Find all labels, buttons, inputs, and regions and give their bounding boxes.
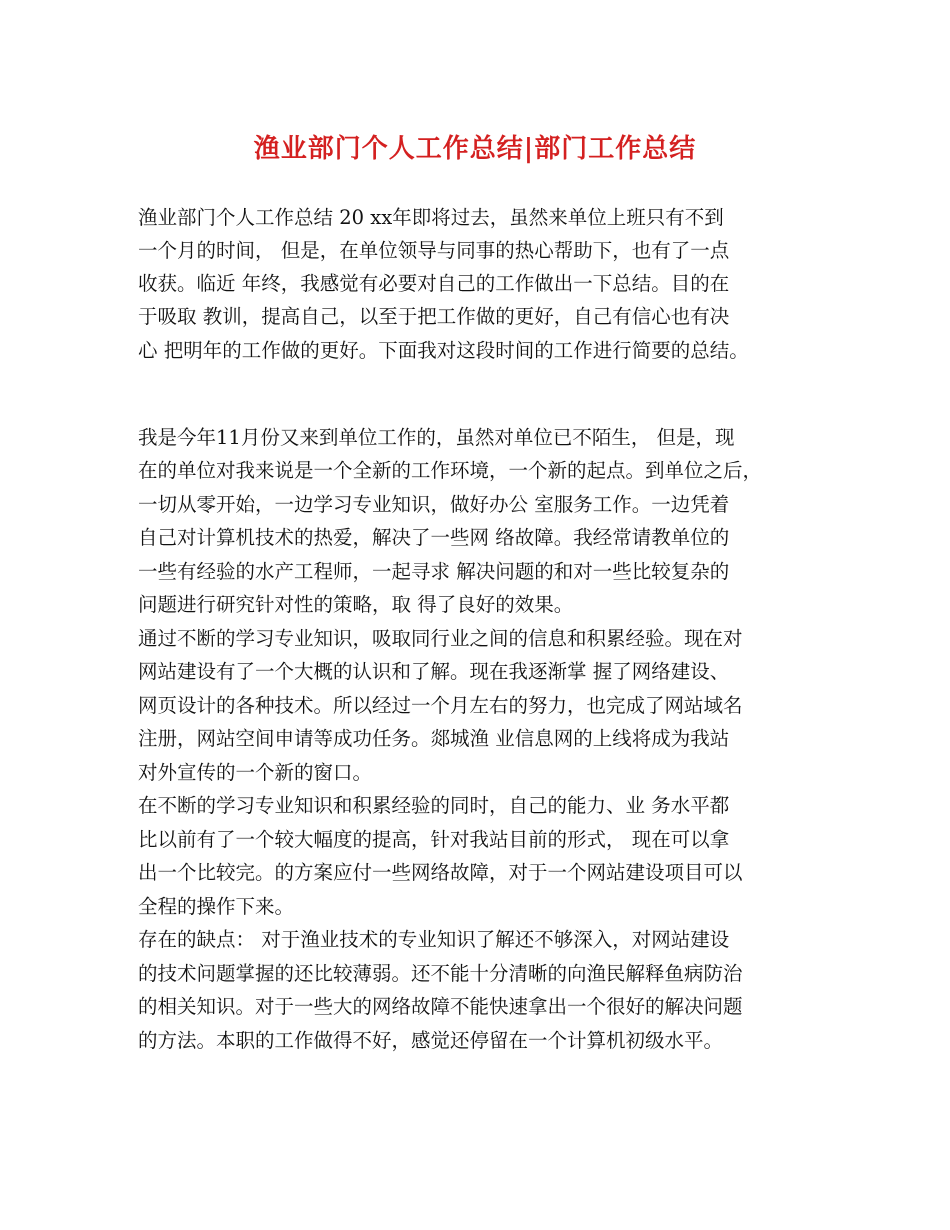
paragraph-line: 在不断的学习专业知识和积累经验的同时，自己的能力、业 务水平都 xyxy=(138,794,730,817)
paragraph-line: 自己对计算机技术的热爱，解决了一些网 络故障。我经常请教单位的 xyxy=(138,526,730,549)
paragraph-line: 对外宣传的一个新的窗口。 xyxy=(138,761,373,784)
paragraph-line: 全程的操作下来。 xyxy=(138,895,295,918)
paragraph-line: 网站建设有了一个大概的认识和了解。现在我逐渐掌 握了网络建设、 xyxy=(138,660,730,683)
paragraph-line: 注册，网站空间申请等成功任务。郯城渔 业信息网的上线将成为我站 xyxy=(138,727,730,750)
paragraph-line: 心 把明年的工作做的更好。下面我对这段时间的工作进行简要的总结。 xyxy=(138,339,749,362)
paragraph-line: 出一个比较完。的方案应付一些网络故障，对于一个网站建设项目可以 xyxy=(138,861,743,884)
paragraph-line: 渔业部门个人工作总结 20 xx年即将过去，虽然来单位上班只有不到 xyxy=(138,206,724,229)
paragraph-line: 存在的缺点： 对于渔业技术的专业知识了解还不够深入，对网站建设 xyxy=(138,928,730,951)
paragraph-line: 的方法。本职的工作做得不好，感觉还停留在一个计算机初级水平。 xyxy=(138,1029,724,1052)
paragraph-line: 网页设计的各种技术。所以经过一个月左右的努力，也完成了网站域名 xyxy=(138,694,743,717)
paragraph-line: 在的单位对我来说是一个全新的工作环境，一个新的起点。到单位之后， xyxy=(138,459,763,482)
paragraph-line: 通过不断的学习专业知识，吸取同行业之间的信息和积累经验。现在对 xyxy=(138,627,743,650)
paragraph-line: 收获。临近 年终，我感觉有必要对自己的工作做出一下总结。目的在 xyxy=(138,272,730,295)
paragraph-line: 一些有经验的水产工程师，一起寻求 解决问题的和对一些比较复杂的 xyxy=(138,560,730,583)
paragraph-line: 问题进行研究针对性的策略，取 得了良好的效果。 xyxy=(138,593,574,616)
paragraph-line: 比以前有了一个较大幅度的提高，针对我站目前的形式， 现在可以拿 xyxy=(138,828,730,851)
paragraph-line: 一切从零开始，一边学习专业知识，做好办公 室服务工作。一边凭着 xyxy=(138,493,730,516)
paragraph-line: 我是今年11月份又来到单位工作的，虽然对单位已不陌生， 但是，现 xyxy=(138,426,735,449)
document-title: 渔业部门个人工作总结|部门工作总结 xyxy=(253,134,697,164)
paragraph-line: 的相关知识。对于一些大的网络故障不能快速拿出一个很好的解决问题 xyxy=(138,995,743,1018)
paragraph-line: 一个月的时间， 但是，在单位领导与同事的热心帮助下，也有了一点 xyxy=(138,239,730,262)
paragraph-line: 的技术问题掌握的还比较薄弱。还不能十分清晰的向渔民解释鱼病防治 xyxy=(138,962,743,985)
paragraph-line: 于吸取 教训，提高自己，以至于把工作做的更好，自己有信心也有决 xyxy=(138,305,730,328)
